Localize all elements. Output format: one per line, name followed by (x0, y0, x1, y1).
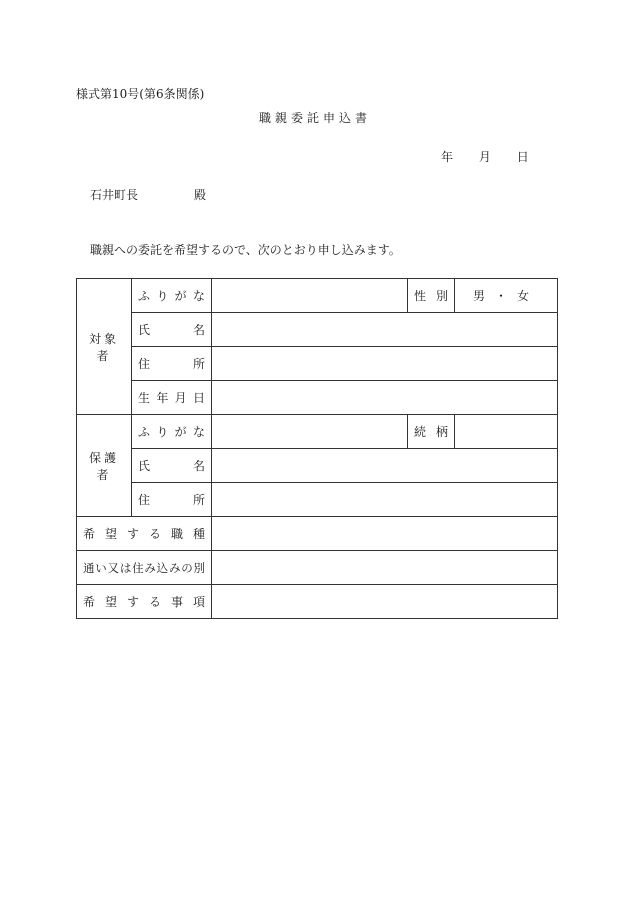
guardian-furigana-field[interactable] (212, 415, 408, 449)
subject-name-field[interactable] (212, 313, 558, 347)
subject-birthdate-field[interactable] (212, 381, 558, 415)
subject-group-label: 対象者 (77, 279, 132, 415)
table-row (77, 483, 558, 517)
guardian-address-label: 住所 (132, 483, 212, 517)
form-title: 職親委託申込書 (258, 111, 371, 125)
date-line (441, 148, 529, 165)
table-row (77, 517, 558, 551)
commute-or-livein-field[interactable] (212, 551, 558, 585)
guardian-address-field[interactable] (212, 483, 558, 517)
gender-label: 性別 (408, 279, 455, 313)
desired-matters-field[interactable] (212, 585, 558, 619)
table-row (77, 279, 558, 313)
date-month-label: 月 (478, 150, 491, 164)
date-day-label: 日 (516, 150, 529, 164)
relationship-field[interactable] (455, 415, 558, 449)
date-year-label: 年 (441, 150, 454, 164)
intro-text: 職親への委託を希望するので、次のとおり申し込みます。 (90, 243, 401, 257)
application-table (76, 278, 558, 619)
gender-options[interactable]: 男・女 (455, 279, 558, 313)
guardian-name-label: 氏名 (132, 449, 212, 483)
table-row (77, 585, 558, 619)
addressee (90, 186, 206, 203)
subject-birthdate-label: 生年月日 (132, 381, 212, 415)
subject-furigana-label: ふりがな (132, 279, 212, 313)
addressee-name: 石井町長 (90, 188, 139, 202)
addressee-honorific: 殿 (194, 188, 207, 202)
subject-furigana-field[interactable] (212, 279, 408, 313)
subject-address-field[interactable] (212, 347, 558, 381)
table-row (77, 381, 558, 415)
table-row (77, 449, 558, 483)
guardian-group-label: 保護者 (77, 415, 132, 517)
subject-name-label: 氏名 (132, 313, 212, 347)
relationship-label: 続柄 (408, 415, 455, 449)
desired-job-label: 希望する職種 (77, 517, 212, 551)
guardian-furigana-label: ふりがな (132, 415, 212, 449)
table-row (77, 347, 558, 381)
table-row (77, 551, 558, 585)
form-number: 様式第10号(第6条関係) (76, 87, 205, 101)
desired-job-field[interactable] (212, 517, 558, 551)
desired-matters-label: 希望する事項 (77, 585, 212, 619)
guardian-name-field[interactable] (212, 449, 558, 483)
table-row (77, 415, 558, 449)
subject-address-label: 住所 (132, 347, 212, 381)
table-row (77, 313, 558, 347)
commute-or-livein-label: 通い又は住み込みの別 (77, 551, 212, 585)
